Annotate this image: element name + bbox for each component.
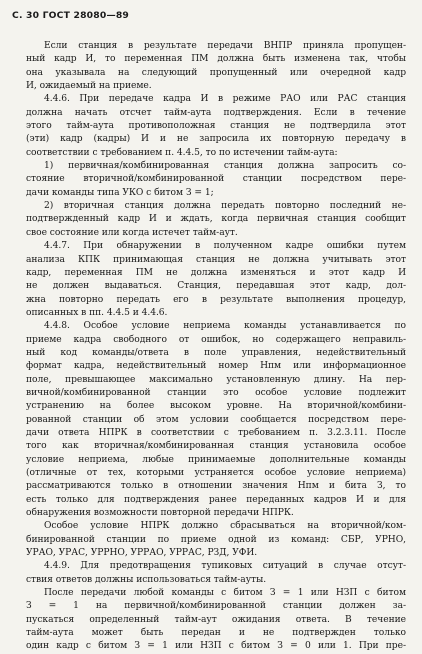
text-line: этого тайм-аута противоположная станция не подтвердила этот [26,121,406,132]
text-line: Если станция в результате передачи ВНПР приняла пропущен- [44,41,406,51]
text-line: приеме кадра свободного от ошибок, но содержащего неправиль- [26,334,406,345]
text-line: После передачи любой команды с битом З = 1 или НЗП с битом [44,588,406,599]
text-line: поле, превышающее максимально установленную длину. На пер- [26,374,406,385]
text-line: свое состояние или когда истечет тайм-аут. [26,227,238,238]
text-line: есть только для подтверждения ранее переданных кадров И и для [26,494,406,505]
text-line: условие неприема, любые принимаемые дополнительные команды [26,454,406,465]
text-line: Особое условие НПРК должно сбрасываться на вторичной/ком- [44,521,406,532]
text-line: дачи команды типа УКО с битом З = 1; [26,187,214,198]
text-line: соответствии с требованием п. 4.4.5, то по истечении тайм-аута: [26,147,338,158]
page-header: С. 30 ГОСТ 28080—89 [12,10,130,21]
text-line: 4.4.6. При передаче кадра И в режиме РАО или РАС станция [44,94,406,105]
text-line: кадр, переменная ПМ не должна изменяться и этот кадр И [26,267,406,278]
text-line: анализа КПК принимающая станция не должна учитывать этот [26,254,406,265]
text-line: тайм-аута может быть передан и не подтвержден только [26,628,406,639]
text-line: 2) вторичная станция должна передать повторно последний не- [44,201,406,212]
text-line: (эти) кадр (кадры) И и не запросила их повторную передачу в [26,134,406,145]
text-line: стояние вторичной/комбинированной станции посредством пере- [26,174,406,185]
text-line: рассматриваются только в отношении значения Нпм и бита З, то [26,481,406,492]
text-line: описанных в пп. 4.4.5 и 4.4.6. [26,307,168,318]
text-line: она указывала на следующий пропущенный или очередной кадр [26,67,406,78]
text-line: 4.4.9. Для предотвращения тупиковых ситуаций в случае отсут- [44,561,406,572]
text-line: УРАО, УРАС, УРРНО, УРРАО, УРРАС, РЗД, УФИ. [26,548,258,559]
text-line: бинированной станции по приеме одной из команд: СБР, УРНО, [26,534,406,545]
text-line: З = 1 на первичной/комбинированной станции должен за- [26,601,406,612]
text-line: (отличные от тех, которыми устраняется особое условие неприема) [26,468,406,478]
text-line: дачи ответа НПРК в соответствии с требованием п. 3.2.3.11. После [26,427,406,438]
text-line: один кадр с битом З = 1 или НЗП с битом З = 0 или 1. При пре- [26,641,406,652]
text-line: обнаружения возможности повторной передачи НПРК. [26,508,294,519]
document-body [26,40,406,654]
text-line: подтвержденный кадр И и ждать, когда первичная станция сообщит [26,214,406,225]
text-line: формат кадра, недействительный номер Нпм или информационное [26,361,406,372]
text-line: ствия ответов должны использоваться тайм-ауты. [26,574,267,585]
text-line: того как вторичная/комбинированная станция установила особое [26,441,406,452]
text-line: должна начать отсчет тайм-аута подтверждения. Если в течение [26,107,406,118]
text-line: жна повторно передать его в результате выполнения процедур, [26,294,406,305]
text-line: устранению на более высоком уровне. На вторичной/комбини- [26,401,406,412]
text-line: 4.4.8. Особое условие неприема команды устанавливается по [44,321,406,332]
text-line: ный код команды/ответа в поле управления, недействительный [26,347,406,358]
text-line: рованной станции об этом условии сообщается посредством пере- [26,414,406,425]
text-line: вичной/комбинированной станции это особое условие подлежит [26,387,406,398]
text-line: 1) первичная/комбинированная станция должна запросить со- [44,161,406,172]
text-line: ный кадр И, то переменная ПМ должна быть изменена так, чтобы [26,54,406,65]
text-line: И, ожидаемый на приеме. [26,81,152,92]
text-line: 4.4.7. При обнаружении в полученном кадре ошибки путем [44,241,406,252]
text-line: пускаться определенный тайм-аут ожидания ответа. В течение [26,614,406,625]
text-line: не должен выдаваться. Станция, передавшая этот кадр, дол- [26,281,406,292]
